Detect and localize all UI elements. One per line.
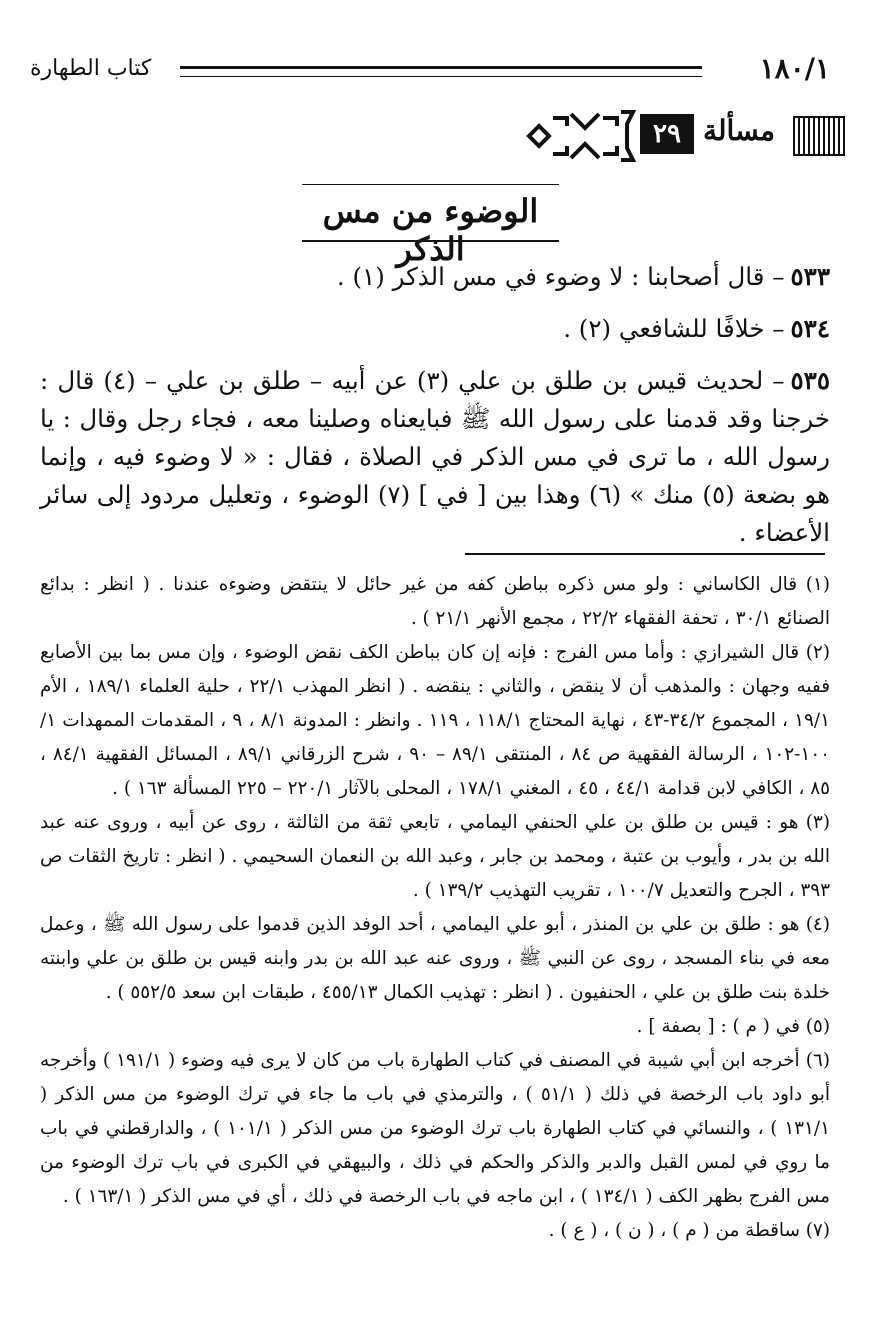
footnotes [40, 568, 830, 1248]
book-title: كتاب الطهارة [30, 56, 152, 81]
running-header [30, 52, 830, 92]
footnote: (٧) ساقطة من ( م ) ، ( ن ) ، ( ع ) . [548, 1220, 830, 1241]
paragraph-text: – خلافًا للشافعي (٢) . [563, 314, 785, 343]
masala-label: مسألة [703, 114, 776, 147]
title-top-rule [302, 184, 559, 185]
paragraph-number: ٥٣٤ [790, 314, 830, 343]
section-title: الوضوء من مس الذكر [322, 192, 539, 268]
paragraph-number: ٥٣٣ [790, 262, 830, 291]
ornament-icon [525, 104, 637, 168]
footnote: (٣) هو : قيس بن طلق بن علي الحنفي اليمامي ، تابعي ثقة من الثالثة ، روى عن أبيه ، وروى عنه عبد الله بن بدر ، وأيوب بن عتبة ، ومحمد بن جابر ، وعبد الله بن النعمان السحيمي . ( انظر : تاريخ الثقات ص ٣٩٣ ، الجرح والتعديل ١٠٠/٧ ، تقريب التهذيب ١٣٩/٢ ) . [40, 812, 830, 901]
bars-ornament [793, 116, 845, 156]
footnote: (١) قال الكاساني : ولو مس ذكره بباطن كفه من غير حائل لا ينتقض وضوءه عندنا . ( انظر : بدائع الصنائع ٣٠/١ ، تحفة الفقهاء ٢٢/٢ ، مجمع الأنهر ٢١/١ ) . [40, 574, 830, 629]
paragraph-text: – قال أصحابنا : لا وضوء في مس الذكر (١) . [336, 262, 785, 291]
footnote: (٢) قال الشيرازي : وأما مس الفرج : فإنه إن كان بباطن الكف نقض الوضوء ، وإن مس بما بين الأصابع ففيه وجهان : والمذهب أن لا ينقض ، والثاني : ينقضه . ( انظر المهذب ٢٢/١ ، حلية العلماء ١٨٩/١ ، الأم ١٩/١ ، المجموع ٣٤/٢-٤٣ ، نهاية المحتاج ١١٨/١ ، ١١٩ . وانظر : المدونة ٨/١ ، ٩ ، المقدمات الممهدات ١/ ١٠٠-١٠٢ ، الرسالة الفقهية ص ٨٤ ، المنتقى ٨٩/١ – ٩٠ ، شرح الزرقاني ٨٩/١ ، المسائل الفقهية ٨٤/١ ، ٨٥ ، الكافي لابن قدامة ٤٤/١ ، ٤٥ ، المغني ١٧٨/١ ، المحلى بالآثار ٢٢٠/١ – ٢٢٥ المسألة ١٦٣ ) . [40, 642, 830, 799]
footnote: (٤) هو : طلق بن علي بن المنذر ، أبو علي اليمامي ، أحد الوفد الذين قدموا على رسول الله ﷺ ، وعمل معه في بناء المسجد ، روى عن النبي ﷺ ، وروى عنه عبد الله بن بدر وابنه قيس بن طلق بن علي وابنته خلدة بنت طلق بن علي ، الحنفيون . ( انظر : تهذيب الكمال ٤٥٥/١٣ ، طبقات ابن سعد ٥٥٢/٥ ) . [40, 914, 830, 1003]
page-reference: ١٨٠/١ [759, 52, 830, 85]
masala-banner [525, 104, 847, 168]
paragraph-number: ٥٣٥ [790, 366, 830, 395]
footnote-separator [465, 553, 825, 555]
footnote: (٦) أخرجه ابن أبي شيبة في المصنف في كتاب الطهارة باب من كان لا يرى فيه وضوء ( ١٩١/١ ) وأخرجه أبو داود باب الرخصة في ذلك ( ٥١/١ ) ، والترمذي في باب ما جاء في ترك الوضوء من مس الذكر ( ١٣١/١ ) ، والنسائي في كتاب الطهارة باب ترك الوضوء من مس الذكر ( ١٠١/١ ) ، والدارقطني في باب ما روي في لمس القبل والدبر والذكر والحكم في ذلك ، والبيهقي في الكبرى في باب ترك الوضوء من مس الفرج بظهر الكف ( ١٣٤/١ ) ، ابن ماجه في باب الرخصة في ذلك ، أي في مس الذكر ( ١٦٣/١ ) . [40, 1050, 830, 1207]
header-rule [180, 66, 702, 77]
masala-number: ٢٩ [640, 114, 694, 154]
paragraph [40, 258, 830, 296]
paragraph-text: – لحديث قيس بن طلق بن علي (٣) عن أبيه – طلق بن علي – (٤) قال : خرجنا وقد قدمنا على رسول الله ﷺ فبايعناه وصلينا معه ، فجاء رجل وقال : يا رسول الله ، ما ترى في مس الذكر في الصلاة ، فقال : « لا وضوء فيه ، وإنما هو بضعة (٥) منك » (٦) وهذا بين [ في ] (٧) الوضوء ، وتعليل مردود إلى سائر الأعضاء . [40, 366, 831, 547]
paragraph [40, 362, 830, 552]
title-bottom-rule [302, 240, 559, 242]
paragraph [40, 310, 830, 348]
footnote: (٥) في ( م ) : [ بصفة ] . [636, 1016, 830, 1037]
main-text [40, 258, 830, 566]
